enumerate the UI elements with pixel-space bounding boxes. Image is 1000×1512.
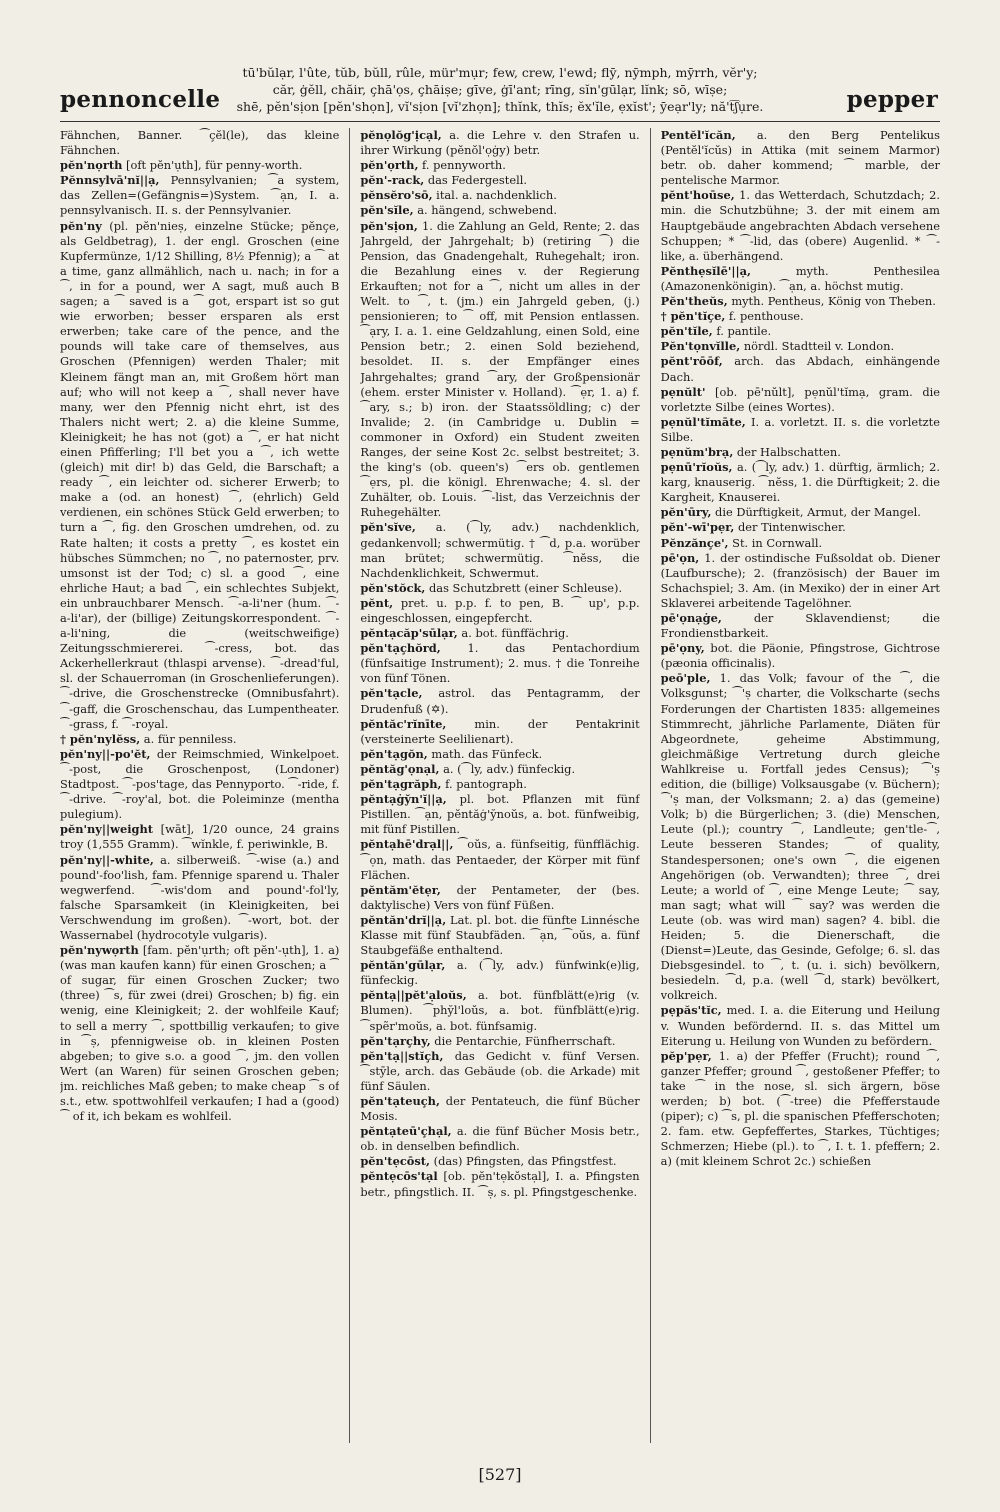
header-rule [60,121,940,122]
dictionary-entry [360,1049,639,1094]
dictionary-entry [360,641,639,686]
entry-text: f. pantile. [716,324,772,339]
entry-headword: pĕn'-rack, [360,173,425,188]
column-2 [360,128,639,1443]
entry-headword: pĕn'stŏck, [360,580,426,595]
entry-headword: pĕn'sĭve, [360,520,416,535]
entry-headword: pĕnt, [360,595,394,610]
dictionary-entry [360,173,639,188]
entry-text: math. das Fünfeck. [431,746,543,761]
entry-headword: pĕntăc'rĭnīte, [360,716,447,731]
entry-headword: pĕn'-wī'pẹr, [660,520,735,535]
dictionary-entry [360,747,639,762]
entry-headword: pē'ọnạġe, [660,611,722,625]
entry-headword: pĕn'tạcle, [360,686,423,701]
entry-headword: pĕntạteū'çhạl, [360,1124,452,1139]
dictionary-entry [661,1049,940,1170]
dictionary-entry [60,943,339,1124]
entry-headword: pē'ọny, [660,641,705,656]
entry-text: I. a. vorletzt. II. s. die vorletzte Silbe. [660,414,940,444]
entry-headword: pĕn'ny||-po'ĕt, [60,746,151,761]
entry-headword: pĕn'nọrth [60,158,123,173]
entry-headword: pĕn'tạ||stĭçh, [360,1048,444,1063]
entry-headword: pĕntạġy̆n'ĭ||ạ, [360,792,447,807]
entry-headword: pĕnt'rōōf, [660,354,723,369]
dictionary-entry [661,671,940,1003]
entry-text: a. die Lehre v. den Strafen u. ihrer Wirkung (pĕnŏl'ọġy) betr. [360,128,640,158]
entry-headword: pē'ọn, [660,550,700,565]
entry-headword: pĕn'tẹcōst, [360,1154,430,1169]
entry-headword: pĕnsĕro'sō, [360,188,433,203]
column-1 [60,128,339,1443]
entry-text: Pennsylvanien; ⁀a system, das Zellen=(Gefängnis=)System. ⁀ạn, I. a. pennsylvanisch. II. s. der Pennsylvanier. [60,173,340,218]
entry-text: [ob. pĕn'tẹkŏstạl], I. a. Pfingsten betr., pfingstlich. II. ⁀ṣ, s. pl. Pfingstgeschenke. [360,1169,640,1199]
entry-text: der Tintenwischer. [737,520,846,535]
entry-headword: pĕntăn'drĭ||ạ, [360,912,447,927]
entry-text: [wāt], 1/20 ounce, 24 grains troy (1,555 Gramm). ⁀wĭnkle, f. periwinkle, B. [60,822,340,852]
entry-headword: pẹnū'rĭoŭs, [660,460,733,475]
dictionary-entry [360,626,639,641]
dictionary-entry [60,128,339,158]
dictionary-entry [360,203,639,218]
entry-text: a. bot. fünffächrig. [461,626,569,641]
dictionary-entry [661,339,940,354]
dictionary-entry [360,1124,639,1154]
entry-headword: pĕn'ny||weight [60,822,154,837]
entry-text: der Sklavendienst; die Frondienstbarkeit. [660,611,940,641]
dictionary-entry [60,747,339,822]
dictionary-entry [60,173,339,218]
entry-text: a. silberweiß. ⁀-wise (a.) and pound'-foo'lish, fam. Pfennige sparend u. Thaler wegwerfend. ⁀-wis'dom and pound'-fol'ly, falsche Sparsamkeit (in Kleinigkeiten, bei Verschwendung im großen). ⁀-wort, bot. der Wassernabel (hydrocotyle vulgaris). [60,852,340,942]
left-headword: pennoncelle [60,86,221,113]
columns [60,128,940,1443]
dictionary-entry [360,717,639,747]
dictionary-entry [661,505,940,520]
entry-text: der Pentateuch, die fünf Bücher Mosis. [360,1094,640,1124]
entry-text: bot. die Päonie, Pfingstrose, Gichtrose (pæonia officinalis). [660,641,940,671]
entry-text: 1. die Zahlung an Geld, Rente; 2. das Jahrgeld, der Jahrgehalt; b) (retiring ⁀) die Pension, das Gnadengehalt, Ruhegehalt; iron. die Bezahlung eines v. der Regierung Erkauften; not for a ⁀, nicht um alles in der Welt. to ⁀, t. (jm.) ein Jahrgeld geben, (j.) pensionieren; to ⁀ off, mit Pension entlassen. ⁀ạry, I. a. 1. eine Geldzahlung, einen Sold, eine Pension betr.; 2. einen Sold beziehend, besoldet. II. s. der Empfänger eines Jahrgehaltes; grand ⁀ary, der Großpensionär (ehem. erster Minister v. Holland). ⁀ẹr, 1. a) f. ⁀ary, s.; b) iron. der Staatssöldling; c) der Invalide; 2. (in Cambridge u. Dublin = commoner in Oxford) ein Student zweiten Ranges, der seine Kost 2c. selbst bestreitet; 3. the king's (ob. queen's) ⁀ers ob. gentlemen ⁀ẹrs, pl. die königl. Ehrenwache; 4. sl. der Zuhälter, ob. Louis. ⁀-list, das Verzeichnis der Ruhegehälter. [360,218,640,520]
entry-headword: pĕntăm'ĕtẹr, [360,882,441,897]
entry-text: 1. das Wetterdach, Schutzdach; 2. min. die Schutzbühne; 3. der mit einem am Hauptgebäude angebrachten Abdach versehene Schuppen; * ⁀-lid, das (obere) Augenlid. * ⁀-like, a. überhängend. [660,188,940,263]
guide-line: shē, pĕn'sịon [pĕn'shọn], vĭ'sịon [vĭ'zhọn]; thĭnk, thĭs; ĕx'ĭle, ẹxĭst'; ȳeạr'ly; nă't͡ʃụre. [236,99,764,114]
entry-text: St. in Cornwall. [732,535,823,550]
dictionary-entry [661,611,940,641]
entry-headword: pẹpăs'tĭc, [660,1003,722,1018]
entry-headword: pĕn'sịon, [360,218,418,233]
entry-text: astrol. das Pentagramm, der Drudenfuß (✡). [360,686,640,716]
dictionary-entry [360,958,639,988]
dictionary-entry [60,732,339,747]
entry-text: a. bot. fünfblätt(e)rig (v. Blumen). ⁀phy̆l'loŭs, a. bot. fünfblätt(e)rig. ⁀spẽr'moŭs, a. bot. fünfsamig. [360,988,640,1033]
dictionary-entry [60,822,339,852]
column-divider [650,128,651,1443]
entry-text: [fam. pĕn'ụrth; oft pĕn'-ụth], 1. a) (was man kaufen kann) für einen Groschen; a ⁀ of sugar, für einen Groschen Zucker; two (three) ⁀s, für zwei (drei) Groschen; b) fig. ein wenig, eine Kleinigkeit; 2. der wohlfeile Kauf; to sell a merry ⁀, spottbillig verkaufen; to give in ⁀ṣ, pfennigweise ob. in kleinen Posten abgeben; to give s.o. a good ⁀, jm. den vollen Wert (an Waren) für seinen Groschen geben; jm. reichliches Maß geben; to make cheap ⁀s of s.t., etw. spottwohlfeil verkaufen; I had a (good) ⁀ of it, ich bekam es wohlfeil. [60,943,340,1124]
entry-text: pl. bot. Pflanzen mit fünf Pistillen. ⁀ạn, pĕntăġ'y̆noŭs, a. bot. fünfweibig, mit fünf Pistillen. [360,792,640,837]
dictionary-entry [661,415,940,445]
entry-text: a. den Berg Pentelikus (Pentĕl'ĭcŭs) in Attika (mit seinem Marmor) betr. ob. daher kommend; ⁀ marble, der pentelische Marmor. [660,128,940,188]
entry-text: der Pentameter, der (bes. daktylische) Vers von fünf Füßen. [360,882,640,912]
guide-line: tū'bŭlạr, l'ûte, tŭb, bŭll, rûle, mür'mụr; few, crew, l'ewd; flȳ, nȳmph, mȳrrh, vĕr'y; [242,65,758,80]
entry-headword: Pentĕl'ĭcăn, [660,128,736,142]
entry-headword: pĕn'tạgŏn, [360,746,428,761]
entry-text: pret. u. p.p. f. to pen, B. ⁀ up', p.p. eingeschlossen, eingepfercht. [360,595,640,625]
entry-headword: Pĕnnsylvā'nĭ||ạ, [60,173,160,188]
entry-text: ⁀oŭs, a. fünfseitig, fünfflächig. ⁀ọn, math. das Pentaeder, der Körper mit fünf Flächen. [360,837,640,882]
entry-text: a. für penniless. [143,731,237,746]
dictionary-entry [360,686,639,716]
dictionary-entry [360,596,639,626]
entry-headword: Pĕn'tọnvĭlle, [660,339,741,354]
dictionary-entry [60,219,339,732]
entry-headword: pĕntạhē'drạl||, [360,837,454,852]
entry-text: a. (⁀ly, adv.) nachdenklich, gedankenvoll; schwermütig. † ⁀d, p.a. worüber man brütet; schwermütig. ⁀nĕss, die Nachdenklichkeit, Schwermut. [360,520,640,580]
entry-text: f. pantograph. [445,777,527,792]
entry-headword: pĕntạ||pĕt'ạloŭs, [360,988,467,1003]
entry-headword: pĕnt'hoūse, [660,188,735,203]
entry-headword: Pĕnzănçe', [660,535,729,550]
entry-headword: pĕnọlŏg'ịcạl, [360,128,442,142]
entry-text: ital. a. nachdenklich. [436,188,557,203]
dictionary-entry [661,324,940,339]
dictionary-entry [360,188,639,203]
dictionary-entry [360,1094,639,1124]
entry-text: 1. der ostindische Fußsoldat ob. Diener (Laufbursche); 2. (französisch) der Bauer im Schachspiel; 3. Am. (in Mexiko) der in einer Art Sklaverei arbeitende Tagelöhner. [660,550,940,610]
column-divider [349,128,350,1443]
entry-text: myth. Pentheus, König von Theben. [731,294,936,309]
dictionary-entry [60,853,339,944]
entry-headword: Pĕn'theŭs, [660,294,728,309]
entry-text: 1. a) der Pfeffer (Frucht); round ⁀, ganzer Pfeffer; ground ⁀, gestoßener Pfeffer; to take ⁀ in the nose, sl. sich ärgern, böse werden; b) bot. (⁀-tree) die Pfefferstaude (piper); c) ⁀s, pl. die spanischen Pfefferschoten; 2. fam. etw. Gepfeffertes, Starkes, Tüchtiges; Schmerzen; Hiebe (pl.). to ⁀, I. t. 1. pfeffern; 2. a) (mit kleinem Schrot 2c.) schießen [660,1048,940,1169]
entry-headword: pĕn'tạrçhy, [360,1033,431,1048]
entry-text: das Gedicht v. fünf Versen. ⁀stȳle, arch. das Gebäude (ob. die Arkade) mit fünf Säulen. [360,1048,640,1093]
entry-headword: pĕn'ūry, [660,505,712,520]
dictionary-entry [661,385,940,415]
entry-text: 1. das Volk; favour of the ⁀, die Volksgunst; ⁀'ṣ charter, die Volkscharte (sechs Forderungen der Chartisten 1835: allgemeines Stimmrecht, jährliche Parlamente, Diäten für Abgeordnete, geheime Abstimmung, gleichmäßige Vertretung durch gleiche Wahlkreise u. Fortfall jedes Census); ⁀'ṣ edition, die (billige) Volksausgabe (v. Büchern); ⁀'ṣ man, der Volksmann; 2. a) das (gemeine) Volk; b) die Bürgerlichen; 3. (die) Menschen, Leute (pl.); country ⁀, Landleute; gen'tle-⁀, Leute besseren Standes; ⁀ of quality, Standespersonen; one's own ⁀, die eigenen Angehörigen (ob. Verwandten); three ⁀, drei Leute; a world of ⁀, eine Menge Leute; ⁀ say, man sagt; what will ⁀ say? was werden die Leute (ob. was wird man) sagen? 4. bibl. die Heiden; 5. die Dienerschaft, die (Dienst=)Leute, das Gesinde, Gefolge; 6. sl. das Diebsgesindel. to ⁀, t. (u. i. sich) bevölkern, besiedeln. ⁀d, p.a. (well ⁀d, stark) bevölkert, volkreich. [660,671,940,1003]
dictionary-entry [360,762,639,777]
dictionary-entry [360,158,639,173]
entry-text: a. die fünf Bücher Mosis betr., ob. in denselben befindlich. [360,1124,640,1154]
dictionary-entry [661,536,940,551]
dictionary-entry [661,188,940,263]
entry-headword: peō'ple, [660,671,711,686]
entry-headword: pẹnŭlt' [660,384,706,399]
entry-text: der Reimschmied, Winkelpoet. ⁀-post, die Groschenpost, (Londoner) Stadtpost. ⁀-pos'tage, das Pennyporto. ⁀-ride, f. ⁀-drive. ⁀-roy'al, bot. die Poleiminze (mentha pulegium). [60,746,340,822]
dictionary-entry [661,264,940,294]
entry-headword: † pĕn'tĭçe, [660,309,726,324]
entry-headword: pĕntăn'gūlạr, [360,958,446,973]
dictionary-entry [360,219,639,521]
entry-headword: pẹnŭl'tĭmāte, [660,414,746,429]
entry-text: [ob. pē'nŭlt], pẹnŭl'tĭmạ, gram. die vorletzte Silbe (eines Wortes). [660,384,940,414]
entry-text: (pl. pĕn'nieṣ, einzelne Stücke; pĕnçe, als Geldbetrag), 1. der engl. Groschen (eine Kupfermünze, 1/12 Shilling, 8½ Pfennig); a ⁀ at a time, ganz allmählich, nach u. nach; in for a ⁀, in for a pound, wer A sagt, muß auch B sagen; a ⁀ saved is a ⁀ got, erspart ist so gut wie erworben; besser ersparen als erst erwerben; take care of the pence, and the pounds will take care of themselves, aus Groschen (Pfennigen) werden Thaler; mit Kleinem fängt man an, mit Großem hört man auf; who will not keep a ⁀, shall never have many, wer den Pfennig nicht ehrt, ist des Thalers nicht wert; 2. a) die kleine Summe, Kleinigkeit; he has not (got) a ⁀, er hat nicht einen Pfifferling; I'll bet you a ⁀, ich wette (gleich) mit dir! b) das Geld, die Barschaft; a ready ⁀, ein leichter od. sicherer Erwerb; to make a (od. an honest) ⁀, (ehrlich) Geld verdienen, ein schönes Stück Geld erwerben; to turn a ⁀, fig. den Groschen umdrehen, od. zu Rate halten; it costs a pretty ⁀, es kostet ein hübsches Sümmchen; no ⁀, no paternoster, prv. umsonst ist der Tod; c) sl. a good ⁀, eine ehrliche Haut; a bad ⁀, ein schlechtes Subjekt, ein unbrauchbarer Mensch. ⁀-a-li'ner (hum. ⁀-a-li'ar), der (billige) Zeitungskorrespondent. ⁀-a-li'ning, die (weitschweifige) Zeitungsschmiererei. ⁀-cress, bot. das Ackerhellerkraut (thlaspi arvense). ⁀-dread'ful, sl. der Schauerroman (in Groschenlieferungen). ⁀-drive, die Groschenstrecke (Omnibusfahrt). ⁀-gaff, die Groschenschau, das Lumpentheater. ⁀-grass, f. ⁀-royal. [60,218,340,731]
dictionary-entry [661,128,940,188]
guide-line: căr, ġĕll, chăir, çhā'ọs, çhāiṣe; gīve, ġī'ant; rīng, sĭn'gūlạr, lĭnk; sō, wīṣe; [272,82,728,97]
dictionary-entry [661,354,940,384]
entry-text: arch. das Abdach, einhängende Dach. [660,354,940,384]
entry-text: a. hängend, schwebend. [417,203,557,218]
entry-headword: pĕn'tạteuçh, [360,1094,440,1108]
entry-text: die Dürftigkeit, Armut, der Mangel. [715,505,921,520]
entry-text: min. der Pentakrinit (versteinerte Seelilienart). [360,716,640,746]
entry-headword: pẹnŭm'brạ, [660,444,734,459]
dictionary-entry [661,1003,940,1048]
entry-text: nördl. Stadtteil v. London. [743,339,895,354]
dictionary-entry [661,460,940,505]
dictionary-entry [661,551,940,611]
entry-text: Fähnchen, Banner. ⁀çĕl(le), das kleine Fähnchen. [60,128,340,158]
entry-text: [oft pĕn'ụth], für penny-worth. [126,158,303,173]
dictionary-entry [661,294,940,309]
entry-headword: pĕntẹcōs'tạl [360,1169,438,1184]
entry-headword: pĕn'tạgrăph, [360,777,442,792]
entry-headword: pĕntăg'ọnạl, [360,761,440,776]
dictionary-entry [360,1169,639,1199]
entry-headword: pĕntạcăp'sūlạr, [360,626,458,641]
dictionary-entry [360,792,639,837]
entry-headword: pĕp'pẹr, [660,1048,712,1063]
dictionary-entry [661,445,940,460]
page-number: [527] [478,1465,522,1484]
entry-headword: pĕn'nywọrth [60,943,139,958]
entry-text: Lat. pl. bot. die fünfte Linnésche Klasse mit fünf Staubfäden. ⁀ạn, ⁀oŭs, a. fünf Staubgefäße enthaltend. [360,912,640,958]
entry-text: das Federgestell. [427,173,527,188]
entry-text: f. pennyworth. [422,158,506,173]
entry-text: a. (⁀ly, adv.) fünfwink(e)lig, fünfeckig. [360,958,640,988]
entry-text: myth. Penthesilea (Amazonenkönigin). ⁀ạn, a. höchst mutig. [660,263,940,293]
dictionary-entry [360,1154,639,1169]
entry-text: a. (⁀ly, adv.) 1. dürftig, ärmlich; 2. karg, knauserig. ⁀nĕss, 1. die Dürftigkeit; 2. die Kargheit, Knauserei. [660,460,940,505]
entry-text: f. penthouse. [728,309,804,324]
entry-headword: Pĕnthẹsĭlē'||ạ, [660,263,751,278]
entry-headword: pĕn'ọrth, [360,158,419,173]
right-headword: pepper [846,86,938,113]
dictionary-entry [360,837,639,882]
dictionary-entry [360,777,639,792]
dictionary-entry [360,128,639,158]
entry-text: der Halbschatten. [736,444,841,459]
pronunciation-guide [210,64,790,115]
dictionary-entry [360,913,639,958]
entry-headword: pĕn'sĭle, [360,203,414,218]
entry-text: 1. das Pentachordium (fünfsaitige Instrument); 2. mus. † die Tonreihe von fünf Tönen. [360,641,640,686]
entry-text: med. I. a. die Eiterung und Heilung v. Wunden befördernd. II. s. das Mittel um Eiterung u. Heilung von Wunden zu befördern. [660,1003,940,1048]
dictionary-entry [360,1034,639,1049]
dictionary-entry [360,988,639,1033]
dictionary-entry [661,641,940,671]
dictionary-entry [60,158,339,173]
entry-headword: pĕn'tạçhŏrd, [360,641,441,656]
entry-headword: † pĕn'nylĕss, [60,731,141,746]
entry-text: a. (⁀ly, adv.) fünfeckig. [443,761,576,776]
column-3 [661,128,940,1443]
entry-headword: pĕn'ny [60,218,102,233]
dictionary-entry [360,520,639,580]
entry-headword: pĕn'ny||-white, [60,852,154,867]
entry-text: (das) Pfingsten, das Pfingstfest. [433,1154,617,1169]
dictionary-entry [661,520,940,535]
dictionary-entry [661,309,940,324]
dictionary-entry [360,883,639,913]
dictionary-entry [360,581,639,596]
entry-headword: pĕn'tĭle, [660,324,713,339]
entry-text: das Schutzbrett (einer Schleuse). [429,580,623,595]
entry-text: die Pentarchie, Fünfherrschaft. [434,1033,616,1048]
